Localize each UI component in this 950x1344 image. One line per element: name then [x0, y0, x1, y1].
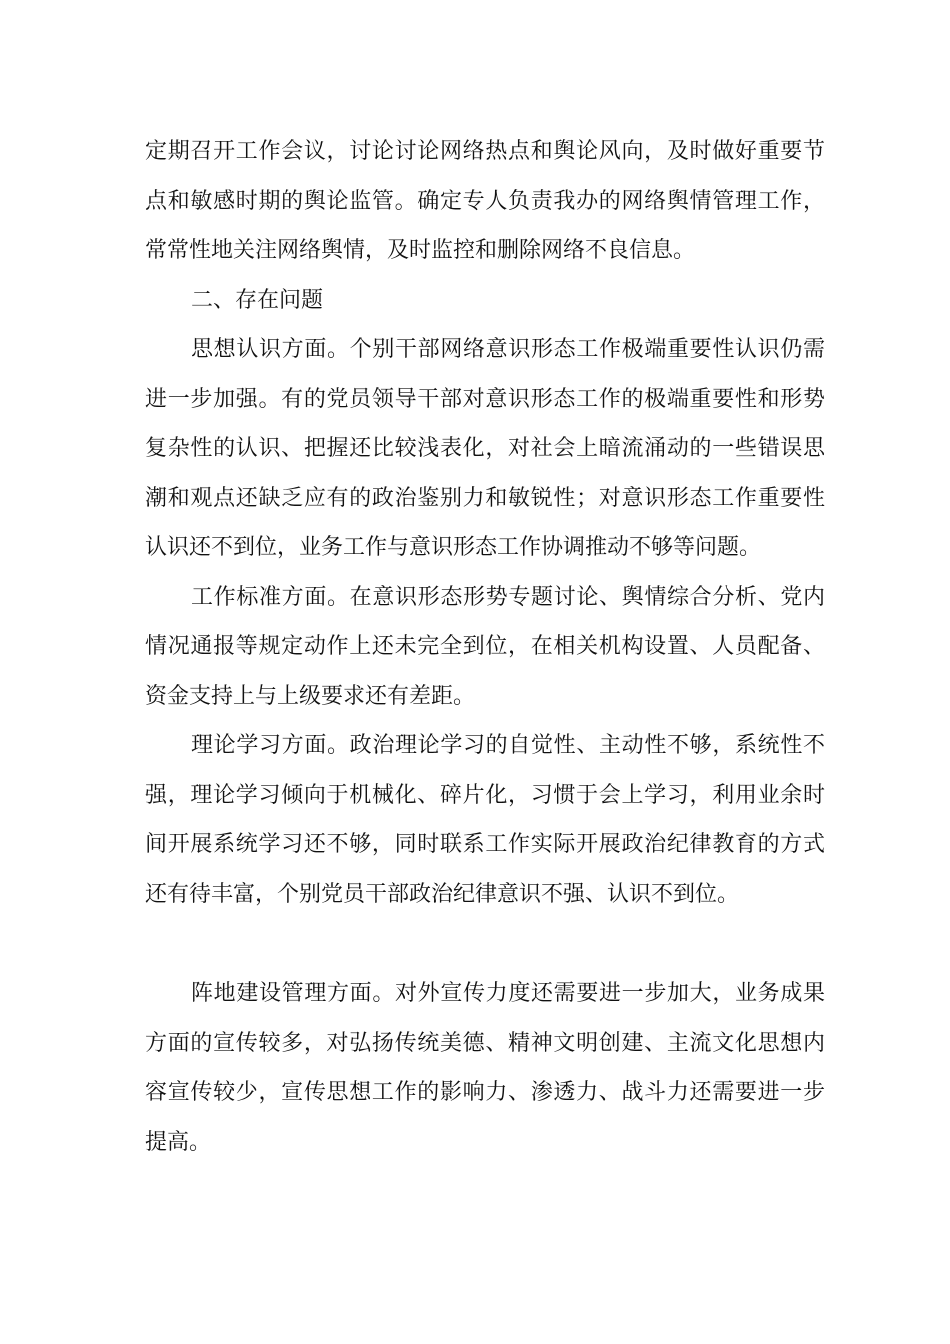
paragraph-opinion-monitoring: 定期召开工作会议，讨论讨论网络热点和舆论风向，及时做好重要节点和敏感时期的舆论监管。确定专人负责我办的网络舆情管理工作，常常性地关注网络舆情，及时监控和删除网络不良信息。 — [145, 139, 825, 263]
document-body — [145, 127, 825, 1167]
paragraph-position-building: 阵地建设管理方面。对外宣传力度还需要进一步加大，业务成果方面的宣传较多，对弘扬传统美德、精神文明创建、主流文化思想内容宣传较少，宣传思想工作的影响力、渗透力、战斗力还需要进一步提高。 — [145, 981, 825, 1155]
paragraph-spacer — [145, 919, 825, 969]
paragraph-work-standards: 工作标准方面。在意识形态形势专题讨论、舆情综合分析、党内情况通报等规定动作上还未完全到位，在相关机构设置、人员配备、资金支持上与上级要求还有差距。 — [145, 584, 825, 709]
paragraph-theory-study: 理论学习方面。政治理论学习的自觉性、主动性不够，系统性不强，理论学习倾向于机械化、碎片化，习惯于会上学习，利用业余时间开展系统学习还不够，同时联系工作实际开展政治纪律教育的方式还有待丰富，个别党员干部政治纪律意识不强、认识不到位。 — [145, 733, 825, 907]
paragraph-ideological-awareness: 思想认识方面。个别干部网络意识形态工作极端重要性认识仍需进一步加强。有的党员领导干部对意识形态工作的极端重要性和形势复杂性的认识、把握还比较浅表化，对社会上暗流涌动的一些错误思潮和观点还缺乏应有的政治鉴别力和敏锐性；对意识形态工作重要性认识还不到位，业务工作与意识形态工作协调推动不够等问题。 — [145, 337, 825, 560]
section-heading-existing-problems: 二、存在问题 — [191, 287, 324, 313]
